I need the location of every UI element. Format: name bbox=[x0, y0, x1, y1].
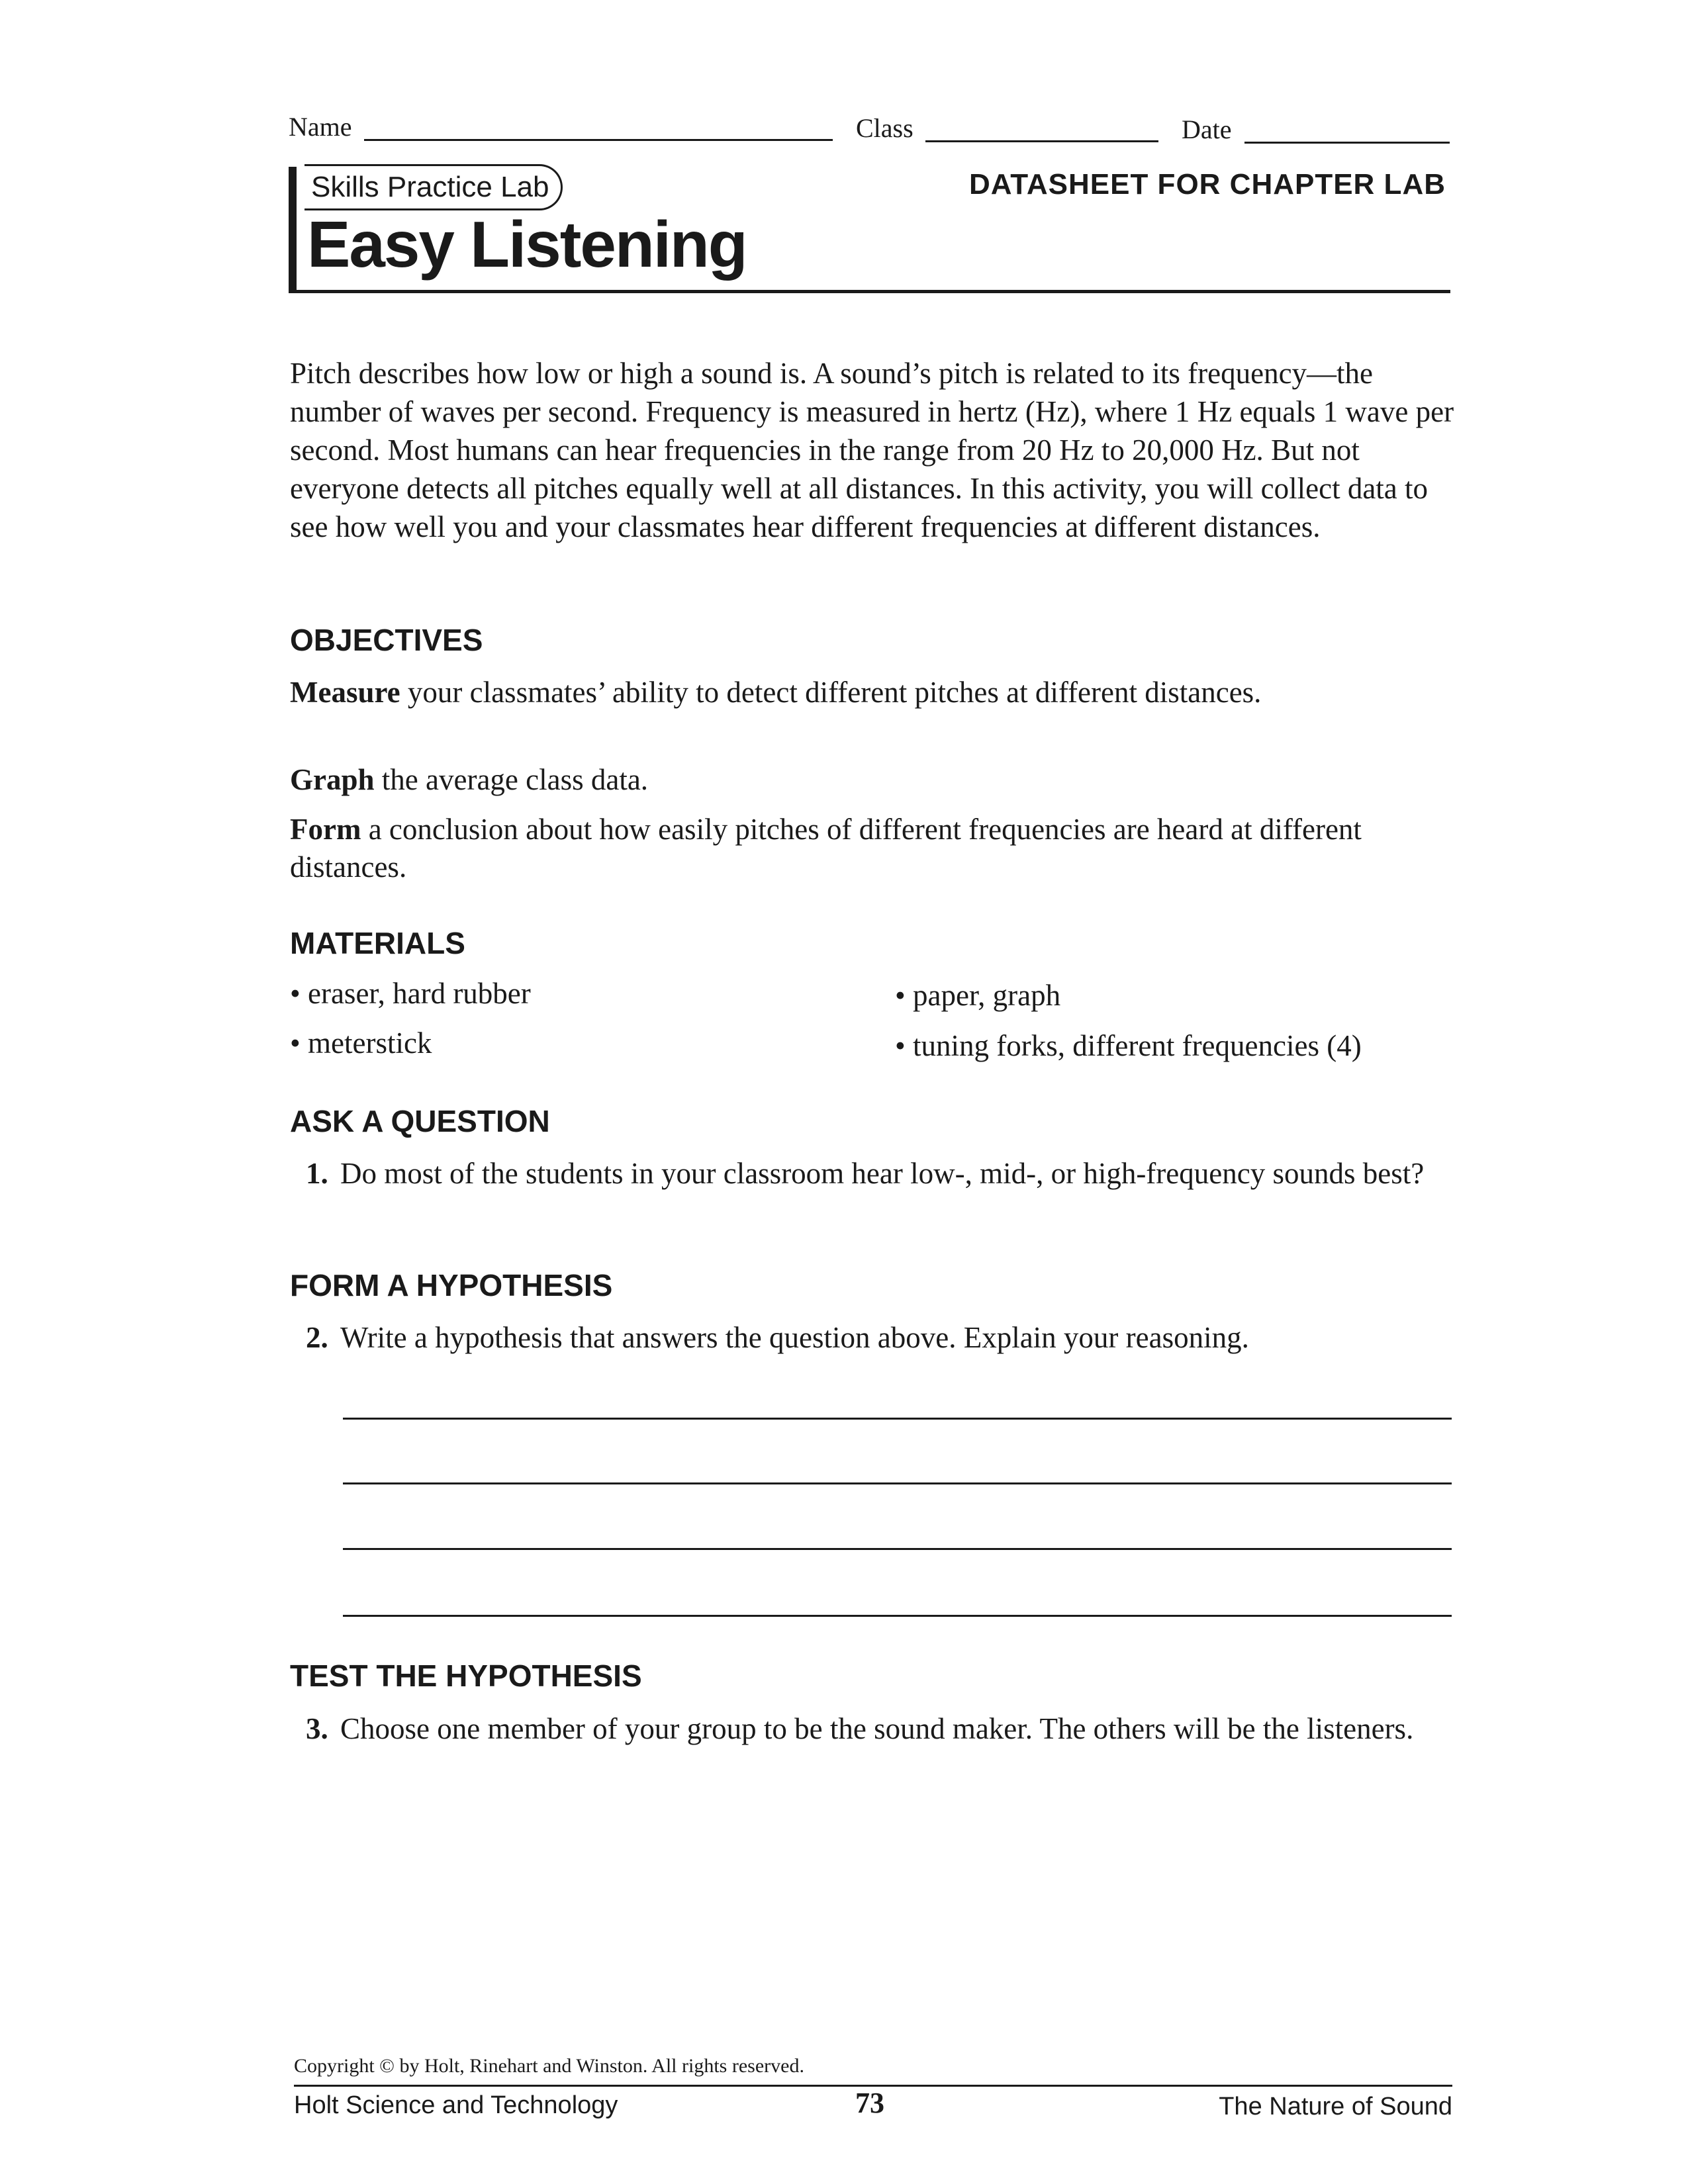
chapter-title: The Nature of Sound bbox=[1219, 2093, 1452, 2120]
material-item: • tuning forks, different frequencies (4) bbox=[895, 1029, 1362, 1062]
book-title: Holt Science and Technology bbox=[294, 2091, 618, 2119]
item-number: 3. bbox=[306, 1712, 328, 1745]
material-item: • paper, graph bbox=[895, 979, 1061, 1012]
question-item bbox=[306, 1154, 1451, 1234]
lab-type-tag: Skills Practice Lab bbox=[305, 164, 563, 210]
title-divider bbox=[289, 290, 1450, 293]
ask-question-heading: ASK A QUESTION bbox=[290, 1104, 550, 1138]
item-number: 2. bbox=[306, 1321, 328, 1354]
hypothesis-answer-line[interactable] bbox=[343, 1418, 1452, 1420]
item-text: Do most of the students in your classroom hear low-, mid-, or high-frequency sounds best? bbox=[340, 1157, 1425, 1190]
objective-text: the average class data. bbox=[374, 763, 649, 796]
date-field[interactable] bbox=[1244, 142, 1450, 144]
name-label: Name bbox=[289, 112, 352, 142]
materials-heading: MATERIALS bbox=[290, 926, 465, 960]
objectives-heading: OBJECTIVES bbox=[290, 623, 483, 657]
test-item bbox=[306, 1709, 1451, 1789]
objective-verb: Form bbox=[290, 813, 361, 846]
objective-verb: Measure bbox=[290, 676, 400, 709]
item-text: Write a hypothesis that answers the question above. Explain your reasoning. bbox=[340, 1321, 1249, 1354]
material-item: • meterstick bbox=[290, 1026, 432, 1060]
hypothesis-answer-line[interactable] bbox=[343, 1548, 1452, 1550]
date-label: Date bbox=[1182, 114, 1232, 144]
name-field[interactable] bbox=[364, 139, 833, 141]
copyright-notice: Copyright © by Holt, Rinehart and Winston. All rights reserved. bbox=[294, 2055, 804, 2077]
hypothesis-answer-line[interactable] bbox=[343, 1615, 1452, 1617]
datasheet-label: DATASHEET FOR CHAPTER LAB bbox=[968, 168, 1446, 201]
material-item: • eraser, hard rubber bbox=[290, 977, 531, 1010]
banner-bar bbox=[289, 167, 297, 291]
hypothesis-item bbox=[306, 1318, 1451, 1358]
objective-item bbox=[290, 811, 1455, 886]
class-field[interactable] bbox=[925, 140, 1158, 142]
intro-paragraph: Pitch describes how low or high a sound is. A sound’s pitch is related to its frequency—the number of waves per second. Frequency is measured in hertz (Hz), where 1 Hz equals 1 wave per second. Most humans can hear frequencies in the range from 20 Hz to 20,000 Hz. But not everyone detects all pitches equally well at all distances. In this activity, you will collect data to see how well you and your classmates hear different frequencies at different distances. bbox=[290, 357, 1454, 543]
hypothesis-answer-line[interactable] bbox=[343, 1482, 1452, 1484]
objective-item bbox=[290, 674, 1455, 711]
form-hypothesis-heading: FORM A HYPOTHESIS bbox=[290, 1268, 613, 1302]
item-text: Choose one member of your group to be the sound maker. The others will be the listeners. bbox=[340, 1712, 1414, 1745]
objective-item bbox=[290, 761, 1455, 799]
item-number: 1. bbox=[306, 1157, 328, 1190]
test-hypothesis-heading: TEST THE HYPOTHESIS bbox=[290, 1659, 642, 1693]
lab-title: Easy Listening bbox=[307, 208, 747, 281]
objective-text: your classmates’ ability to detect different pitches at different distances. bbox=[400, 676, 1262, 709]
class-label: Class bbox=[856, 113, 914, 143]
objective-verb: Graph bbox=[290, 763, 375, 796]
objective-text: a conclusion about how easily pitches of different frequencies are heard at different distances. bbox=[290, 813, 1362, 884]
page-number: 73 bbox=[855, 2087, 884, 2119]
